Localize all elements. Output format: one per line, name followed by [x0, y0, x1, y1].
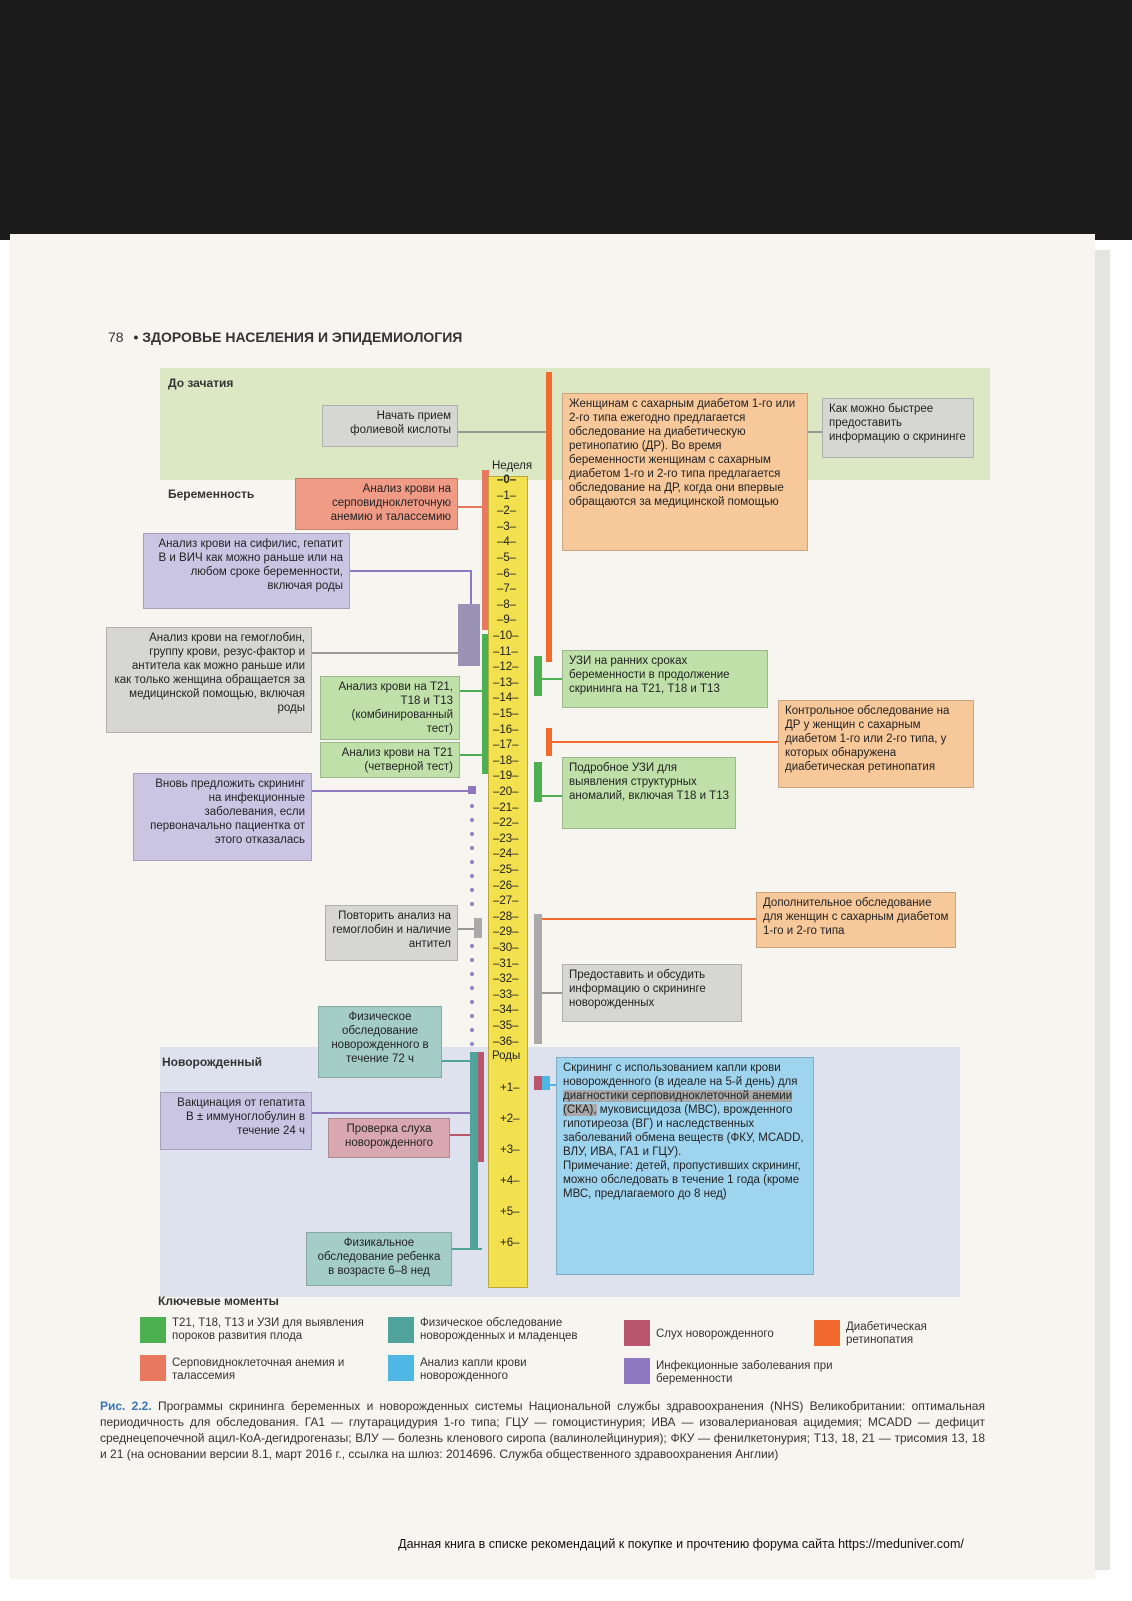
box-control-dr: Контрольное обследование на ДР у женщин с сахарным диабетом 1-го или 2-го типа, у которых обнаружена диабетическая ретинопатия [778, 700, 974, 788]
week-tick: –27– [493, 895, 519, 908]
caption-label: Рис. 2.2. [100, 1399, 152, 1413]
connector-hemoglobin [312, 652, 460, 654]
week-tick: –16– [493, 723, 519, 736]
blood-spot-text-b: муковисцидоза (МВС), врожденного гипотиреоза (ВГ) и наследственных заболеваний обмена веществ (ФКУ, MCADD, ВЛУ, ИВА, ГА1 и ГЦУ). [563, 1104, 804, 1158]
bar-physical-newborn [470, 1052, 478, 1248]
header-title: ЗДОРОВЬЕ НАСЕЛЕНИЯ И ЭПИДЕМИОЛОГИЯ [142, 329, 463, 345]
bar-reoffer-marker [468, 786, 476, 794]
dot [470, 860, 474, 864]
zone-label-pregnancy: Беременность [168, 487, 255, 501]
week-tick: –19– [493, 770, 519, 783]
dot [470, 1014, 474, 1018]
box-combined-test: Анализ крови на Т21, Т18 и Т13 (комбинированный тест) [320, 676, 460, 740]
page-header [108, 329, 462, 345]
dot [470, 1028, 474, 1032]
dot [470, 832, 474, 836]
dot [470, 1000, 474, 1004]
week-tick: –13– [493, 676, 519, 689]
week-tick: –14– [493, 692, 519, 705]
figure-caption [100, 1398, 985, 1462]
ruler-label-week: Неделя [492, 460, 533, 472]
bar-blood-spot-b [542, 1076, 550, 1090]
bar-early-usi [534, 656, 542, 696]
week-tick: –10– [493, 630, 519, 642]
dot [470, 902, 474, 906]
connector-sickle [458, 506, 484, 508]
ruler-label-birth: Роды [492, 1050, 521, 1062]
connector-control-dr [548, 741, 778, 743]
box-discuss-newborn: Предоставить и обсудить информацию о скрининге новорожденных [562, 964, 742, 1022]
caption-text: Программы скрининга беременных и новорожденных системы Национальной службы здравоохранения (NHS) Великобритании: оптимальная периодичность для обследования. ГА1 — глутарацидурия 1-го типа; ГЦУ — гомоцистинурия; ИВА — изовалериановая ацидемия; MCADD — дефицит среднецепочечной ацил-КоА-дегидрогеназы; ВЛУ — болезнь кленового сиропа (валинолейцинурия); ФКУ — фенилкетонурия; Т13, 18, 21 — трисомия 13, 18 и 21 (на основании версии 8.1, март 2016 г., ссылка на шлюз: 2014696. Служба общественного здравоохранения Англии) [100, 1399, 985, 1461]
footer-note [0, 1537, 1132, 1551]
blood-spot-text-highlight: диагностики серповидноклеточной анемии (СКА), [563, 1090, 793, 1116]
week-tick: –15– [493, 708, 519, 720]
week-tick: –18– [493, 754, 519, 767]
week-tick: –2– [497, 505, 517, 518]
week-tick: –20– [493, 786, 519, 798]
week-tick: –23– [493, 832, 519, 845]
week-tick: –29– [493, 926, 519, 939]
dot [470, 804, 474, 808]
week-tick: –3– [497, 520, 517, 533]
postnatal-week-tick: +2– [500, 1113, 520, 1125]
bar-infection-hemoglobin [458, 604, 480, 666]
box-reoffer-infection: Вновь предложить скрининг на инфекционные заболевания, если первоначально пациентка от этого отказалась [133, 773, 312, 861]
legend-swatch-hearing [624, 1320, 650, 1346]
week-tick: –11– [493, 645, 518, 658]
dot [470, 958, 474, 962]
zone-label-newborn: Новорожденный [162, 1055, 262, 1069]
legend-label-physical: Физическое обследование новорожденных и младенцев [420, 1317, 578, 1342]
legend-swatch-blood-spot [388, 1355, 414, 1381]
week-tick: –7– [497, 583, 517, 596]
blood-spot-text-a: Скрининг с использованием капли крови новорожденного (в идеале на 5-й день) для [563, 1062, 798, 1088]
postnatal-week-tick: +4– [500, 1175, 520, 1187]
legend-label-hearing: Слух новорожденного [656, 1328, 774, 1340]
connector-quad [460, 754, 482, 756]
week-tick: –28– [493, 910, 519, 923]
postnatal-week-tick: +6– [500, 1237, 520, 1249]
header-bullet: • [133, 329, 139, 345]
connector-early-usi [542, 678, 562, 680]
legend-swatch-t21 [140, 1317, 166, 1343]
bar-diabetic-retinopathy-early [546, 372, 552, 662]
week-tick: –32– [493, 973, 519, 986]
legend-swatch-sickle [140, 1355, 166, 1381]
connector-folic [458, 431, 548, 433]
connector-discuss [542, 992, 562, 994]
week-tick: –12– [493, 661, 519, 674]
legend-swatch-infection [624, 1358, 650, 1384]
box-detailed-usi: Подробное УЗИ для выявления структурных аномалий, включая Т18 и Т13 [562, 757, 736, 829]
connector-repeat [458, 928, 474, 930]
connector-detailed-usi [542, 795, 562, 797]
week-tick: –6– [497, 567, 517, 580]
box-early-usi: УЗИ на ранних сроках беременности в продолжение скрининга на Т21, Т18 и Т13 [562, 650, 768, 708]
bar-repeat-test [474, 918, 482, 938]
week-tick: –31– [493, 957, 519, 970]
connector-vaccine [312, 1112, 472, 1114]
bar-detailed-usi [534, 762, 542, 802]
box-hemoglobin-test: Анализ крови на гемоглобин, группу крови, резус-фактор и антитела как можно раньше или как только женщина обращается за медицинской помощью, включая роды [106, 627, 312, 733]
legend-label-sickle: Серповидноклеточная анемия и талассемия [172, 1357, 345, 1382]
box-folic-acid: Начать прием фолиевой кислоты [322, 405, 458, 447]
week-tick: –9– [497, 614, 517, 627]
week-tick: –30– [493, 942, 519, 954]
week-tick: –25– [493, 864, 519, 876]
legend-swatch-retinopathy [814, 1320, 840, 1346]
dot [470, 944, 474, 948]
postnatal-week-tick: +3– [500, 1144, 520, 1156]
legend-title: Ключевые моменты [158, 1294, 279, 1308]
box-additional-dr: Дополнительное обследование для женщин с сахарным диабетом 1-го и 2-го типа [756, 892, 956, 948]
box-physical-6-8w: Физикальное обследование ребенка в возрасте 6–8 нед [306, 1232, 452, 1286]
legend-label-retinopathy: Диабетическая ретинопатия [846, 1321, 927, 1346]
week-tick: –22– [493, 817, 519, 830]
page-number: 78 [108, 329, 124, 345]
dot [470, 1042, 474, 1046]
week-tick: –36– [493, 1035, 519, 1048]
dot [470, 888, 474, 892]
week-tick: –1– [497, 489, 517, 502]
connector-physical68 [452, 1248, 482, 1250]
connector-combined [460, 690, 482, 692]
dot [470, 986, 474, 990]
postnatal-week-tick: +5– [500, 1206, 520, 1218]
blood-spot-note: Примечание: детей, пропустивших скрининг, можно обследовать в течение 1 года (кроме МВС, предлагаемого до 8 нед) [563, 1160, 801, 1200]
week-tick: –26– [493, 879, 519, 892]
week-tick: –17– [493, 739, 519, 752]
week-tick: –21– [493, 801, 519, 814]
legend-swatch-physical [388, 1317, 414, 1343]
dot [470, 874, 474, 878]
box-diabetic-retinopathy: Женщинам с сахарным диабетом 1-го или 2-го типа ежегодно предлагается обследование на диабетическую ретинопатию (ДР). Во время беременности женщинам с сахарным диабетом 1-го и 2-го типа предлагается обследование на ДР, когда они впервые обращаются за медицинской помощью [562, 393, 808, 551]
connector-additional [542, 918, 756, 920]
legend-label-blood-spot: Анализ капли крови новорожденного [420, 1357, 527, 1382]
bar-blood-spot-a [534, 1076, 542, 1090]
connector-reoffer [312, 790, 472, 792]
week-tick: –34– [493, 1004, 519, 1017]
zone-label-preconception: До зачатия [168, 376, 234, 390]
dot [470, 818, 474, 822]
week-tick: –24– [493, 848, 519, 861]
bar-discuss-info [534, 914, 542, 1044]
box-sickle-cell-test: Анализ крови на серповидноклеточную анемию и талассемию [295, 478, 458, 530]
week-tick: –8– [497, 598, 517, 611]
dot [470, 972, 474, 976]
box-blood-spot-screening [556, 1057, 814, 1275]
box-diabetes-info: Как можно быстрее предоставить информацию о скрининге [822, 398, 974, 458]
scanner-dark-band [0, 0, 1132, 240]
box-hepatitis-vaccine: Вакцинация от гепатита В ± иммуноглобулин в течение 24 ч [160, 1092, 312, 1150]
postnatal-week-tick: +1– [500, 1082, 520, 1094]
bar-hearing [478, 1052, 484, 1162]
legend-label-infection: Инфекционные заболевания при беременности [656, 1360, 833, 1385]
box-hearing-test: Проверка слуха новорожденного [328, 1118, 450, 1158]
box-syphilis-hiv-test: Анализ крови на сифилис, гепатит В и ВИЧ как можно раньше или на любом сроке беременности, включая роды [143, 533, 350, 609]
box-physical-72h: Физическое обследование новорожденного в течение 72 ч [318, 1006, 442, 1078]
week-tick: –5– [497, 552, 517, 564]
connector-syphilis [350, 570, 470, 572]
connector-syphilis-v [470, 570, 472, 606]
week-tick: –35– [493, 1020, 519, 1032]
box-quad-test: Анализ крови на Т21 (четверной тест) [320, 742, 460, 778]
week-tick: –0– [497, 474, 517, 486]
bar-diabetic-retinopathy-mid [546, 728, 552, 756]
box-repeat-hemoglobin: Повторить анализ на гемоглобин и наличие антител [325, 905, 458, 961]
dot [470, 846, 474, 850]
week-tick: –33– [493, 988, 519, 1001]
legend-label-t21: Т21, Т18, Т13 и УЗИ для выявления пороков развития плода [172, 1317, 364, 1342]
footer-text: Данная книга в списке рекомендаций к покупке и прочтению форума сайта https://meduniver.com/ [398, 1537, 964, 1551]
week-tick: –4– [497, 536, 517, 549]
